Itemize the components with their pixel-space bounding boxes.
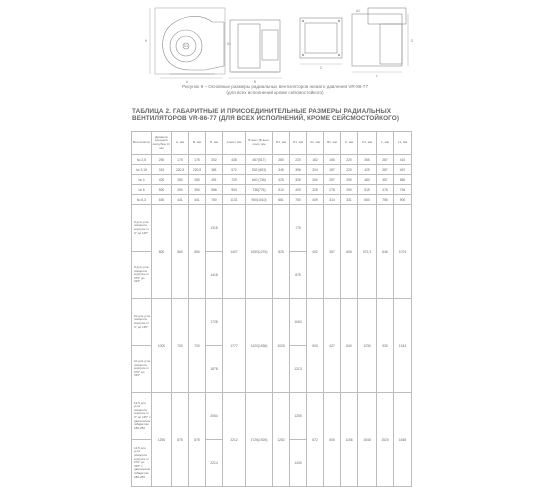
table-cell: 365: [358, 155, 377, 165]
header-cell: H1, мм: [290, 132, 307, 155]
header-cell: H, мм: [206, 132, 223, 155]
table-cell: 1520: [377, 393, 394, 487]
dim-label-d1: D1: [183, 44, 189, 48]
table-cell: 560: [189, 205, 206, 299]
table-cell: 12,5 для угла поворота корпуса от 0° до 135° с двигателем габаритом 180-250: [132, 393, 152, 440]
table-cell: 162: [307, 155, 324, 165]
table-cell: 1280: [290, 393, 307, 440]
header-cell: D1, мм: [273, 132, 290, 155]
fan-front-view: [228, 20, 282, 78]
table-heading: ТАБЛИЦА 2. ГАБАРИТНЫЕ И ПРИСОЕДИНИТЕЛЬНЫЕ РАЗМЕРЫ РАДИАЛЬНЫХ ВЕНТИЛЯТОРОВ VR-86-77 (ДЛЯ ВСЕХ ИСПОЛНЕНИЙ, КРОМЕ СЕЙСМОСТОЙКОГО): [132, 108, 400, 123]
table-cell: 220: [290, 155, 307, 165]
header-cell: Вентилятор: [132, 132, 152, 155]
caption-line-1: Рисунок 9 – Основные размеры радиальных вентиляторов низкого давления VR-86-77: [181, 84, 369, 89]
table-cell: 1063: [290, 299, 307, 346]
table-cell: № 3,15: [132, 165, 152, 175]
table-cell: 204: [307, 165, 324, 175]
dim-label-h: H: [144, 39, 148, 43]
table-cell: 700: [189, 299, 206, 393]
table-cell: 410: [394, 155, 412, 165]
table-cell: 400: [152, 175, 172, 185]
table-cell: 640 (736): [246, 175, 273, 185]
table-cell: 467: [394, 165, 412, 175]
table-cell: № 2,5: [132, 155, 152, 165]
table-cell: 325: [307, 185, 324, 195]
table-cell: 760: [206, 195, 223, 205]
table-cell: 1318: [206, 205, 223, 252]
table-cell: 756: [377, 195, 394, 205]
table-cell: 606: [341, 205, 358, 299]
table-cell: 290: [341, 175, 358, 185]
table-row: [132, 175, 412, 185]
dim-label-g: G: [410, 39, 414, 43]
table-cell: 8 для угла поворота корпуса от 270° до 315°: [132, 252, 152, 299]
table-cell: 476: [377, 185, 394, 195]
table-cell: 187: [324, 165, 341, 175]
table-cell: 1250: [152, 393, 172, 487]
table-cell: 280: [189, 175, 206, 185]
table-cell: 8 для угла поворота корпуса от 0° до 135°: [132, 205, 152, 252]
table-cell: 1548: [358, 393, 377, 487]
table-cell: 381: [206, 165, 223, 175]
table-cell: 1230: [358, 299, 377, 393]
table-cell: 754: [394, 185, 412, 195]
table-cell: 738(776): [246, 185, 273, 195]
table-cell: 250: [152, 155, 172, 165]
table-cell: 1726(1926): [246, 393, 273, 487]
table-cell: 580: [394, 175, 412, 185]
table-cell: 2064: [206, 393, 223, 440]
table-cell: 586: [206, 185, 223, 195]
header-cell: A1, мм: [307, 132, 324, 155]
table-row: [132, 195, 412, 205]
dim-label-l: L: [376, 74, 378, 78]
dim-label-b: B: [253, 80, 257, 84]
dimension-drawing-figure: [0, 0, 550, 85]
table-row: [132, 299, 412, 346]
table-cell: 1728: [206, 299, 223, 346]
table-cell: 287: [377, 165, 394, 175]
table-header-row: [132, 132, 412, 155]
table-cell: 220,5: [189, 165, 206, 175]
dim-label-a2: A2: [355, 9, 361, 13]
table-cell: 260: [307, 175, 324, 185]
table-cell: 175: [172, 155, 189, 165]
table-cell: 280: [273, 155, 290, 165]
table-cell: 467(517): [246, 155, 273, 165]
figure-caption: [0, 84, 550, 95]
header-cell: Диаметр входного патрубка, D, мм: [152, 132, 172, 155]
table-cell: № 5: [132, 185, 152, 195]
dimensions-table: [131, 131, 412, 487]
table-cell: 1050(1276): [246, 205, 273, 299]
dim-label-a: A: [185, 80, 189, 84]
table-cell: 1282: [273, 393, 290, 487]
table-cell: 1156: [341, 393, 358, 487]
table-cell: 775: [290, 205, 307, 252]
table-cell: 900: [394, 195, 412, 205]
table-cell: 438: [223, 155, 246, 165]
header-cell: C1, мм: [358, 132, 377, 155]
table-cell: 425: [358, 165, 377, 175]
table-cell: 930: [377, 299, 394, 393]
caption-line-2: (для всех исполнений кроме сейсмостойкого): [226, 89, 324, 95]
table-cell: 872: [307, 393, 324, 487]
table-cell: 875: [189, 393, 206, 487]
table-cell: 729: [223, 175, 246, 185]
table-cell: 10 для угла поворота корпуса от 270° до 315°: [132, 346, 152, 393]
table-cell: 10 для угла поворота корпуса от 0° до 135°: [132, 299, 152, 346]
table-cell: 290: [341, 185, 358, 195]
table-cell: 315: [152, 165, 172, 175]
table-cell: 505: [324, 393, 341, 487]
header-cell: A вент. мм: [223, 132, 246, 155]
table-row: [132, 165, 412, 175]
table-cell: 1407: [223, 205, 246, 299]
fan-side-view: [150, 8, 225, 78]
header-cell: B, мм: [189, 132, 206, 155]
table-cell: 1878: [206, 346, 223, 393]
table-cell: 357: [377, 175, 394, 185]
table-cell: 350: [172, 185, 189, 195]
table-cell: 1000: [152, 299, 172, 393]
table-cell: № 4: [132, 175, 152, 185]
table-cell: 2214: [206, 440, 223, 487]
table-cell: № 6,3: [132, 195, 152, 205]
table-cell: 396: [290, 165, 307, 175]
header-cell: C, мм: [341, 132, 358, 155]
table-cell: 175: [189, 155, 206, 165]
table-cell: 800: [152, 205, 172, 299]
table-cell: 503: [307, 299, 324, 393]
header-cell: L1, мм: [394, 132, 412, 155]
table-cell: 2212: [223, 393, 246, 487]
table-cell: 302: [206, 155, 223, 165]
table-cell: 840: [341, 299, 358, 393]
table-cell: 257: [324, 175, 341, 185]
table-cell: 904: [223, 185, 246, 195]
table-cell: 287: [377, 155, 394, 165]
table-cell: 280: [172, 175, 189, 185]
header-cell: A, мм: [172, 132, 189, 155]
fan-drawings: [0, 0, 550, 85]
table-cell: 1213: [290, 346, 307, 393]
table-cell: 1025: [273, 299, 290, 393]
table-cell: 165: [324, 155, 341, 165]
table-cell: 220,5: [172, 165, 189, 175]
table-cell: 572: [223, 165, 246, 175]
table-cell: 510: [273, 185, 290, 195]
table-row: [132, 155, 412, 165]
table-cell: 1648: [394, 393, 412, 487]
outlet-flange-view: [300, 18, 342, 64]
table-cell: 646: [377, 205, 394, 299]
table-cell: 220: [341, 155, 358, 165]
table-cell: 700: [172, 299, 189, 393]
table-cell: 875: [290, 252, 307, 299]
table-cell: 1131: [223, 195, 246, 205]
table-cell: 560: [172, 205, 189, 299]
table-cell: 1343: [394, 299, 412, 393]
table-cell: 750: [290, 195, 307, 205]
dim-label-h1: H1: [226, 42, 232, 46]
table-cell: 515: [358, 185, 377, 195]
table-cell: 350: [189, 185, 206, 195]
table-cell: 402: [307, 205, 324, 299]
table-cell: 441: [172, 195, 189, 205]
table-cell: 345: [273, 165, 290, 175]
table-cell: 500: [152, 185, 172, 195]
table-cell: 660: [358, 195, 377, 205]
table-cell: 331: [341, 195, 358, 205]
table-cell: 220: [341, 165, 358, 175]
table-cell: 480: [358, 175, 377, 185]
table-cell: 1074: [394, 205, 412, 299]
table-cell: 1430: [290, 440, 307, 487]
table-cell: 425: [273, 175, 290, 185]
table-row: [132, 393, 412, 440]
table-cell: 441: [189, 195, 206, 205]
table-cell: 409: [290, 185, 307, 195]
table-cell: 630: [152, 195, 172, 205]
table-cell: 1777: [223, 299, 246, 393]
fan-top-view: [352, 8, 408, 72]
header-cell: B1, мм: [324, 132, 341, 155]
table-cell: 825: [273, 205, 290, 299]
table-cell: 972,3: [358, 205, 377, 299]
table-cell: 1418: [206, 252, 223, 299]
table-cell: 326: [290, 175, 307, 185]
table-cell: 12,5 для угла поворота корпуса от 270° до 315° с двигателем габаритом 180-250: [132, 440, 152, 487]
table-cell: 278: [324, 185, 341, 195]
table-cell: 491: [206, 175, 223, 185]
table-row: [132, 205, 412, 252]
dim-label-c: C: [319, 66, 323, 70]
table-cell: 661: [273, 195, 290, 205]
table-cell: 357: [324, 205, 341, 299]
table-cell: 427: [324, 299, 341, 393]
table-cell: 314: [324, 195, 341, 205]
table-cell: 532 (603): [246, 165, 273, 175]
table-cell: 900(1010): [246, 195, 273, 205]
table-cell: 1420(1536): [246, 299, 273, 393]
table-cell: 875: [172, 393, 189, 487]
table-cell: 409: [307, 195, 324, 205]
header-cell: L, мм: [377, 132, 394, 155]
table-row: [132, 185, 412, 195]
header-cell: B вент (B вент. max), мм: [246, 132, 273, 155]
